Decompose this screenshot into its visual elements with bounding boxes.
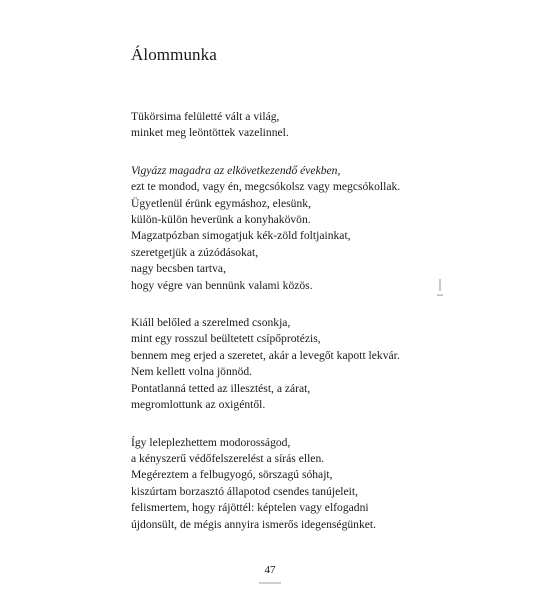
margin-mark-bar <box>439 279 441 291</box>
poem-title: Álommunka <box>131 45 217 64</box>
poem-line: ezt te mondod, vagy én, megcsókolsz vagy megcsókollak. <box>131 180 401 194</box>
stanza <box>131 109 461 142</box>
poem-line: külön-külön heverünk a konyhakövön. <box>131 213 311 227</box>
poem-line: kiszúrtam borzasztó állapotod csendes tanújeleit, <box>131 484 358 498</box>
poem-line: Nem kellett volna jönnöd. <box>131 365 253 379</box>
margin-exclamation-mark <box>436 279 444 299</box>
poem-line: felismertem, hogy rájöttél: képtelen vagy elfogadni <box>131 501 369 515</box>
stanza <box>131 163 461 294</box>
poem-body <box>131 109 461 554</box>
poem-line: minket meg leöntöttek vazelinnel. <box>131 126 289 140</box>
poem-line: Pontatlanná tetted az illesztést, a zárat, <box>131 381 311 395</box>
stanza <box>131 435 461 533</box>
poem-line: szeretgetjük a zúzódásokat, <box>131 245 259 259</box>
stanza <box>131 315 461 413</box>
margin-mark-dot <box>437 294 443 296</box>
poem-line: Magzatpózban simogatjuk kék-zöld foltjainkat, <box>131 229 351 243</box>
poem-line: nagy becsben tartva, <box>131 262 226 276</box>
page-number: 47 <box>264 564 276 576</box>
poem-line: Így leleplezhettem modorosságod, <box>131 435 291 449</box>
poem-line: megromlottunk az oxigéntől. <box>131 398 266 412</box>
poem-line: Kiáll belőled a szerelmed csonkja, <box>131 316 291 330</box>
poem-line: Tükörsima felületté vált a világ, <box>131 110 280 123</box>
footer-rule <box>259 582 281 584</box>
poem-line: újdonsült, de mégis annyira ismerős idegenségünket. <box>131 517 377 531</box>
poem-line: a kényszerű védőfelszerelést a sírás ellen. <box>131 451 325 465</box>
poem-line: Vigyázz magadra az elkövetkezendő években, <box>131 163 341 177</box>
poem-line: hogy végre van bennünk valami közös. <box>131 278 313 292</box>
poem-line: mint egy rosszul beültetett csípőprotézis, <box>131 332 321 346</box>
poem-line: Ügyetlenül érünk egymáshoz, elesünk, <box>131 196 311 210</box>
poem-line: bennem meg erjed a szeretet, akár a levegőt kapott lekvár. <box>131 348 400 362</box>
poem-line: Megéreztem a felbugyogó, sörszagú sóhajt, <box>131 468 333 482</box>
